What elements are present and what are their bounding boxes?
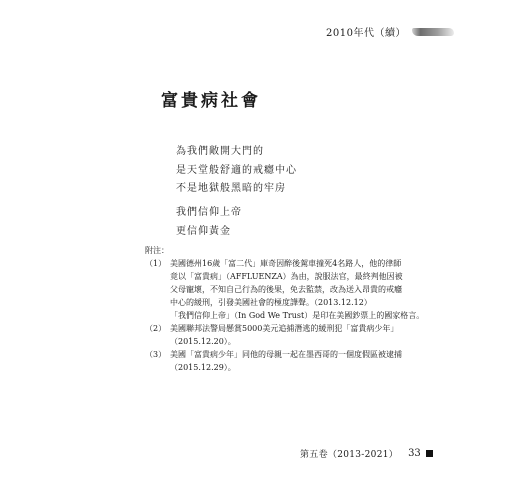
note-item xyxy=(145,348,402,374)
square-marker xyxy=(426,450,433,457)
note-line: 竟以「富貴病」（AFFLUENZA）為由，說服法官，最終判他因被 xyxy=(170,272,403,281)
note-line: （2015.12.20）。 xyxy=(170,337,236,346)
note-number: （3） xyxy=(145,350,167,359)
note-body xyxy=(170,257,424,322)
poem-line: 為我們敞開大門的 xyxy=(176,146,264,157)
note-item xyxy=(145,257,425,322)
note-line: （2015.12.29）。 xyxy=(170,363,236,372)
running-title: 2010年代（續） xyxy=(326,28,406,39)
note-number: （2） xyxy=(145,324,167,333)
note-body xyxy=(170,348,402,374)
note-line: 美國聯邦法警局懸賞5000美元追捕潛逃的緩刑犯「富貴病少年」 xyxy=(170,324,399,333)
volume-label: 第五卷（2013-2021） xyxy=(300,450,399,460)
poem-line: 是天堂般舒適的戒癮中心 xyxy=(176,164,297,176)
page-number: 33 xyxy=(408,448,421,459)
note-item xyxy=(145,322,397,348)
running-header xyxy=(326,24,454,39)
note-line: 美國德州16歲「富二代」庫奇因醉後駕車撞死4名路人，他的律師 xyxy=(170,259,402,268)
poem-line: 更信仰黃金 xyxy=(176,225,231,237)
note-line: 父母寵壞，不知自己行為的後果，免去監禁，改為送入昂貴的戒癮 xyxy=(170,285,402,294)
note-body xyxy=(170,322,398,348)
poem-stanza-1 xyxy=(176,143,297,199)
poem-stanza-2 xyxy=(176,204,242,241)
note-line: 「我們信仰上帝」（In God We Trust）是印在美國鈔票上的國家格言。 xyxy=(170,311,425,320)
page-footer xyxy=(300,447,433,460)
poem-line: 我們信仰上帝 xyxy=(176,207,242,218)
note-number: （1） xyxy=(145,259,167,268)
brush-stroke-ornament xyxy=(412,28,454,36)
notes-heading: 附注： xyxy=(145,246,169,255)
note-line: 中心的緩刑，引發美國社會的極度譁聲。（2013.12.12） xyxy=(170,298,372,307)
note-line: 美國「富貴病少年」同他的母親一起在墨西哥的一個度假區被逮捕 xyxy=(170,350,402,359)
poem-title: 富貴病社會 xyxy=(161,91,261,111)
footnotes xyxy=(145,244,425,374)
poem-line: 不是地獄般黑暗的牢房 xyxy=(176,183,286,194)
